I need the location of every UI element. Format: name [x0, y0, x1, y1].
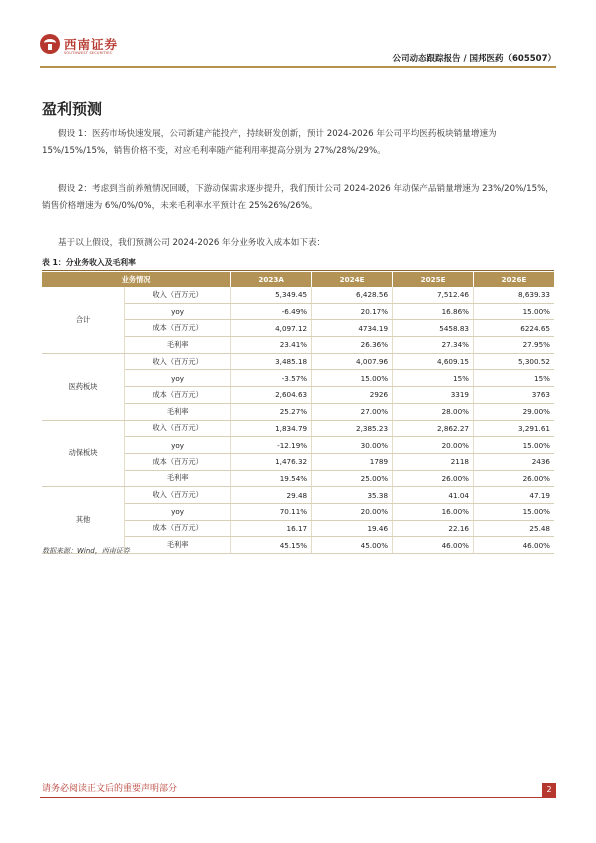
table-cell: 25.27% [231, 403, 312, 420]
header-cell-2024e: 2024E [312, 272, 393, 287]
table-cell: 4734.19 [312, 320, 393, 337]
table-cell: 19.54% [231, 470, 312, 487]
table-cell: 5,349.45 [231, 287, 312, 303]
table-cell: 15.00% [474, 303, 555, 320]
row-label: yoy [125, 370, 231, 387]
table-cell: -12.19% [231, 437, 312, 454]
table-cell: 3,485.18 [231, 353, 312, 370]
data-source-note: 数据来源：Wind，西南证券 [42, 547, 130, 555]
logo-subtitle: SOUTHWEST SECURITIES [64, 51, 112, 55]
table-cell: 3,291.61 [474, 420, 555, 437]
table-cell: 4,609.15 [393, 353, 474, 370]
table-cell: 2436 [474, 453, 555, 470]
row-label: 成本（百万元） [125, 453, 231, 470]
header-cell-2025e: 2025E [393, 272, 474, 287]
header-cell-business: 业务情况 [42, 272, 231, 287]
table-cell: 2,385.23 [312, 420, 393, 437]
table-cell: 19.46 [312, 520, 393, 537]
report-type-header: 公司动态跟踪报告 / 国邦医药（605507） [392, 54, 556, 64]
table-cell: 7,512.46 [393, 287, 474, 303]
table-cell: 20.00% [393, 437, 474, 454]
table-cell: 1,476.32 [231, 453, 312, 470]
table-cell: 5458.83 [393, 320, 474, 337]
logo-mark-icon [40, 34, 60, 54]
table-cell: 23.41% [231, 337, 312, 354]
table-cell: 30.00% [312, 437, 393, 454]
table-cell: 46.00% [474, 537, 555, 554]
table-cell: 3319 [393, 387, 474, 404]
table-cell: 41.04 [393, 487, 474, 504]
table-cell: 27.00% [312, 403, 393, 420]
page-number: 2 [542, 783, 556, 797]
table-cell: 1789 [312, 453, 393, 470]
table-cell: 20.00% [312, 503, 393, 520]
table-cell: 2118 [393, 453, 474, 470]
row-label: yoy [125, 503, 231, 520]
assumption-1-paragraph: 假设 1：医药市场快速发展，公司新建产能投产，持续研发创新，预计 2024-2026 年公司平均医药板块销量增速为 15%/15%/15%，销售价格不变，对应毛利率随产能利用率提高分别为 27%/28%/29%。 [42, 129, 497, 156]
row-label: 毛利率 [125, 537, 231, 554]
section-title: 盈利预测 [42, 100, 103, 118]
table-cell: 2926 [312, 387, 393, 404]
disclaimer-footer: 请务必阅读正文后的重要声明部分 [42, 784, 178, 794]
table-title-rule [42, 270, 554, 271]
row-label: 收入（百万元） [125, 420, 231, 437]
table-cell: 27.34% [393, 337, 474, 354]
table-cell: 6224.65 [474, 320, 555, 337]
table-cell: -6.49% [231, 303, 312, 320]
row-label: yoy [125, 303, 231, 320]
table-cell: 26.00% [474, 470, 555, 487]
group-label-pharma: 医药板块 [42, 353, 125, 420]
table-row [42, 287, 554, 303]
table-cell: 8,639.33 [474, 287, 555, 303]
table-cell: 29.00% [474, 403, 555, 420]
footer-divider [40, 797, 556, 798]
table-row [42, 420, 554, 437]
table-cell: 2,862.27 [393, 420, 474, 437]
table-title: 表 1：分业务收入及毛利率 [42, 258, 136, 267]
table-cell: 15.00% [474, 437, 555, 454]
header-cell-2026e: 2026E [474, 272, 555, 287]
table-cell: 16.17 [231, 520, 312, 537]
table-cell: 15.00% [312, 370, 393, 387]
table-row [42, 487, 554, 504]
table-cell: 45.00% [312, 537, 393, 554]
company-logo [40, 33, 130, 61]
row-label: 收入（百万元） [125, 287, 231, 303]
table-cell: 4,097.12 [231, 320, 312, 337]
table-cell: 16.86% [393, 303, 474, 320]
table-cell: 29.48 [231, 487, 312, 504]
table-cell: 46.00% [393, 537, 474, 554]
row-label: yoy [125, 437, 231, 454]
table-cell: 47.19 [474, 487, 555, 504]
row-label: 收入（百万元） [125, 487, 231, 504]
table-cell: 25.48 [474, 520, 555, 537]
group-label-animal-health: 动保板块 [42, 420, 125, 487]
row-label: 成本（百万元） [125, 320, 231, 337]
table-cell: 4,007.96 [312, 353, 393, 370]
table-cell: 25.00% [312, 470, 393, 487]
table-cell: 5,300.52 [474, 353, 555, 370]
table-cell: 27.95% [474, 337, 555, 354]
table-cell: 15.00% [474, 503, 555, 520]
segment-forecast-table [42, 272, 554, 554]
table-cell: 28.00% [393, 403, 474, 420]
table-cell: 2,604.63 [231, 387, 312, 404]
table-intro-paragraph: 基于以上假设，我们预测公司 2024-2026 年分业务收入成本如下表： [58, 238, 326, 248]
table-cell: 35.38 [312, 487, 393, 504]
table-cell: 15% [474, 370, 555, 387]
table-header-row [42, 272, 554, 287]
header-cell-2023a: 2023A [231, 272, 312, 287]
group-label-total: 合计 [42, 287, 125, 353]
table-cell: 22.16 [393, 520, 474, 537]
table-cell: 3763 [474, 387, 555, 404]
row-label: 收入（百万元） [125, 353, 231, 370]
table-cell: 26.00% [393, 470, 474, 487]
table-cell: 16.00% [393, 503, 474, 520]
table-cell: 6,428.56 [312, 287, 393, 303]
table-row [42, 353, 554, 370]
table-cell: 70.11% [231, 503, 312, 520]
table-cell: 15% [393, 370, 474, 387]
table-cell: 20.17% [312, 303, 393, 320]
table-cell: -3.57% [231, 370, 312, 387]
logo-name: 西南证券 [64, 37, 119, 52]
row-label: 毛利率 [125, 403, 231, 420]
row-label: 成本（百万元） [125, 387, 231, 404]
row-label: 成本（百万元） [125, 520, 231, 537]
row-label: 毛利率 [125, 337, 231, 354]
assumption-2-paragraph: 假设 2：考虑到当前养殖情况回暖，下游动保需求逐步提升，我们预计公司 2024-2026 年动保产品销量增速为 23%/20%/15%，销售价格增速为 6%/0%/0%，未来毛利率水平预计在 25%26%/26%。 [42, 184, 554, 211]
table-cell: 1,834.79 [231, 420, 312, 437]
table-cell: 26.36% [312, 337, 393, 354]
row-label: 毛利率 [125, 470, 231, 487]
table-cell: 45.15% [231, 537, 312, 554]
header-divider [40, 66, 556, 68]
group-label-other: 其他 [42, 487, 125, 554]
